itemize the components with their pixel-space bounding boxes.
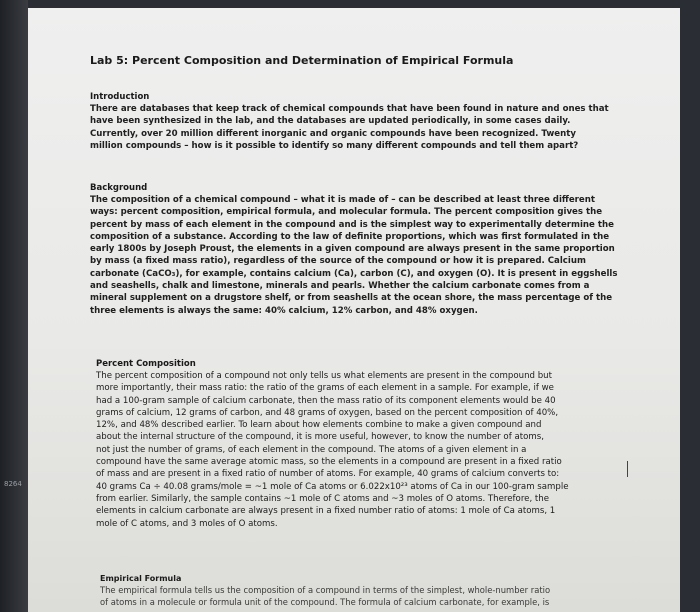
photo-left-edge [0, 0, 28, 612]
paragraph-line: not just the number of grams, of each element in the compound. The atoms of a given element in a [96, 444, 527, 455]
paragraph-line: and seashells, chalk and limestone, minerals and pearls. Whether the calcium carbonate comes from a [90, 281, 590, 292]
paragraph-line: about the internal structure of the compound, it is more useful, however, to know the number of atoms, [96, 432, 544, 443]
page-title: Lab 5: Percent Composition and Determination of Empirical Formula [90, 54, 514, 67]
background-heading: Background [90, 183, 148, 193]
paragraph-line: 40 grams Ca ÷ 40.08 grams/mole = ~1 mole of Ca atoms or 6.022x10²³ atoms of Ca in our 100-gram sample [96, 481, 569, 492]
paragraph-line: carbonate (CaCO₃), for example, contains calcium (Ca), carbon (C), and oxygen (O). It is present in eggshells [90, 268, 618, 279]
paragraph-line: million compounds – how is it possible to identify so many different compounds and tell them apart? [90, 140, 579, 151]
paragraph-line: three elements is always the same: 40% calcium, 12% carbon, and 48% oxygen. [90, 305, 478, 316]
text-cursor [627, 461, 628, 477]
paragraph-line: have been synthesized in the lab, and the databases are updated periodically, in some cases daily. [90, 116, 571, 127]
paragraph-line: of mass and are present in a fixed ratio of number of atoms. For example, 40 grams of calcium converts to: [96, 469, 560, 480]
paragraph-line: The empirical formula tells us the composition of a compound in terms of the simplest, whole-number ratio [100, 585, 551, 595]
percent-composition-heading: Percent Composition [96, 359, 196, 369]
paragraph-line: compound have the same average atomic mass, so the elements in a compound are present in a fixed ratio [96, 457, 562, 468]
paragraph-line: of atoms in a molecule or formula unit of the compound. The formula of calcium carbonate, for example, is [100, 597, 550, 608]
paragraph-line: percent by mass of each element in the compound and is the simplest way to experimentally determine the [90, 219, 614, 230]
introduction-section [90, 92, 609, 152]
empirical-formula-heading: Empirical Formula [100, 574, 182, 583]
paragraph-line: mole of C atoms, and 3 moles of O atoms. [96, 518, 278, 529]
paragraph-line: from earlier. Similarly, the sample contains ~1 mole of C atoms and ~3 moles of O atoms. Therefore, the [96, 493, 550, 504]
paragraph-line: The composition of a chemical compound – what it is made of – can be described at least three different [90, 195, 595, 205]
paragraph-line: more importantly, their mass ratio: the ratio of the grams of each element in a sample. For example, if we [96, 383, 554, 394]
document-page [28, 8, 680, 612]
paragraph-line: composition of a substance. According to the law of definite proportions, which was first formulated in the [90, 231, 610, 242]
paragraph-line: There are databases that keep track of chemical compounds that have been found in nature and ones that [90, 104, 609, 114]
background-section [90, 183, 618, 317]
paragraph-line: The percent composition of a compound not only tells us what elements are present in the compound but [96, 371, 552, 381]
paragraph-line: elements in calcium carbonate are always present in a fixed number ratio of atoms: 1 mole of Ca atoms, 1 [96, 506, 556, 517]
introduction-heading: Introduction [90, 92, 150, 102]
side-tag: 8264 [4, 480, 22, 488]
paragraph-line: early 1800s by Joseph Proust, the elements in a given compound are always present in the same proportion [90, 244, 615, 255]
paragraph-line: by mass (a fixed mass ratio), regardless of the source of the compound or how it is prepared. Calcium [90, 256, 586, 267]
paragraph-line: ways: percent composition, empirical formula, and molecular formula. The percent composition gives the [90, 207, 603, 218]
paragraph-line: had a 100-gram sample of calcium carbonate, then the mass ratio of its component elements would be 40 [96, 395, 556, 406]
paragraph-line: Currently, over 20 million different inorganic and organic compounds have been recognized. Twenty [90, 128, 576, 139]
paragraph-line: grams of calcium, 12 grams of carbon, and 48 grams of oxygen, based on the percent composition of 40%, [96, 407, 559, 418]
paragraph-line: mineral supplement on a drugstore shelf, or from seashells at the ocean shore, the mass percentage of the [90, 293, 613, 304]
percent-composition-section [96, 359, 612, 530]
paragraph-line: 12%, and 48% described earlier. To learn about how elements combine to make a given compound and [96, 420, 542, 431]
empirical-formula-section [100, 574, 610, 609]
